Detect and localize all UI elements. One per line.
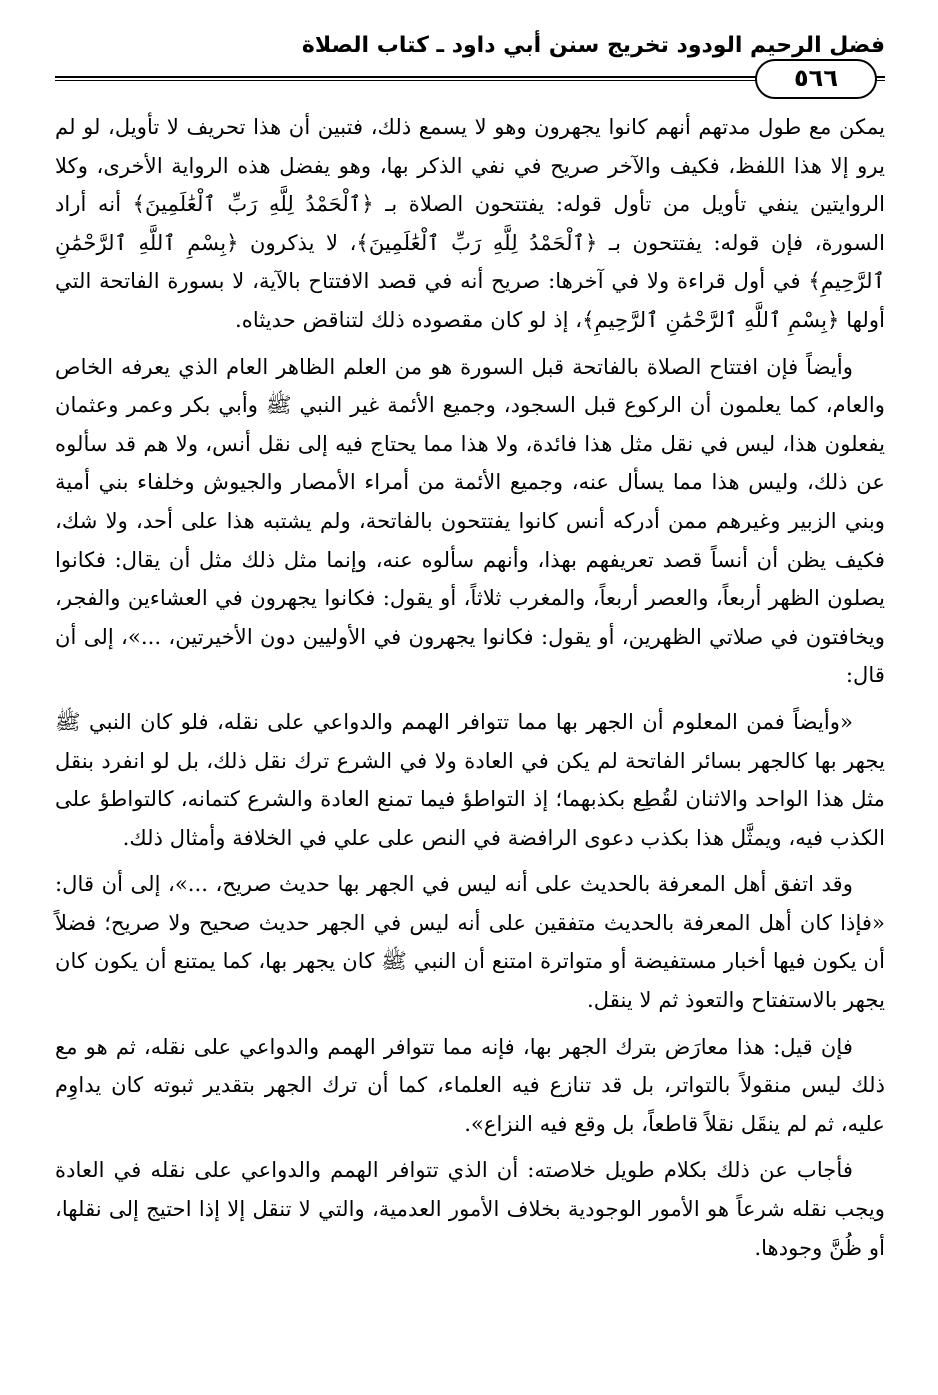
page-header bbox=[55, 28, 885, 92]
paragraph: «وأيضاً فمن المعلوم أن الجهر بها مما تتوافر الهمم والدواعي على نقله، فلو كان النبي ﷺ يجهر بها كالجهر بسائر الفاتحة لم يكن في العادة ولا في الشرع ترك نقل ذلك، بل لو انفرد بنقل مثل هذا الواحد والاثنان لقُطِع بكذبهما؛ إذ التواطؤ فيما تمنع العادة والشرع كتمانه، كالتواطؤ على الكذب فيه، ويمثَّل هذا بكذب دعوى الرافضة في النص على علي في الخلافة وأمثال ذلك. bbox=[55, 708, 885, 850]
paragraph: فأجاب عن ذلك بكلام طويل خلاصته: أن الذي تتوافر الهمم والدواعي على نقله في العادة ويجب نقله شرعاً هو الأمور الوجودية بخلاف الأمور العدمية، والتي لا تنقل إلا إذا احتيج إلى نقلها، أو ظُنَّ وجودها. bbox=[55, 1157, 885, 1260]
page-body bbox=[55, 108, 885, 1275]
paragraph: وأيضاً فإن افتتاح الصلاة بالفاتحة قبل السورة هو من العلم الظاهر العام الذي يعرفه الخاص والعام، كما يعلمون أن الركوع قبل السجود، وجميع الأئمة غير النبي ﷺ وأبي بكر وعمر وعثمان يفعلون هذا، ليس في نقل مثل هذا فائدة، ولا هذا مما يحتاج فيه إلى نقل أنس، ولا هم قد سألوه عن ذلك، وليس هذا مما يسأل عنه، وجميع الأئمة من أمراء الأمصار والجيوش وخلفاء بني أمية وبني الزبير وغيرهم ممن أدركه أنس كانوا يفتتحون بالفاتحة، ولم يشتبه هذا على أحد، ولا شك، فكيف يظن أن أنساً قصد تعريفهم بهذا، وأنهم سألوه عنه، وإنما مثل ذلك مثل أن يقال: فكانوا يصلون الظهر أربعاً، والعصر أربعاً، والمغرب ثلاثاً، أو يقول: فكانوا يجهرون في العشاءين والفجر، ويخافتون في صلاتي الظهرين، أو يقول: فكانوا يجهرون في الأوليين دون الأخيرتين، ...»، إلى أن قال: bbox=[55, 353, 885, 688]
paragraph: وقد اتفق أهل المعرفة بالحديث على أنه ليس في الجهر بها حديث صريح، ...»، إلى أن قال: «فإذا كان أهل المعرفة بالحديث متفقين على أنه ليس في الجهر حديث صحيح ولا صريح؛ فضلاً أن يكون فيها أخبار مستفيضة أو متواترة امتنع أن النبي ﷺ كان يجهر بها، كما يمتنع أن يكون كان يجهر بالاستفتاح والتعوذ ثم لا ينقل. bbox=[55, 871, 885, 1013]
page-number-badge: ٥٦٦ bbox=[755, 59, 877, 99]
paragraph: فإن قيل: هذا معارَض بترك الجهر بها، فإنه مما تتوافر الهمم والدواعي على نقله، ثم هو مع ذلك ليس منقولاً بالتواتر، بل قد تنازع فيه العلماء، كما أن ترك الجهر بتقدير ثبوته كان يداوِم عليه، ثم لم ينقَل نقلاً قاطعاً، بل وقع فيه النزاع». bbox=[55, 1033, 885, 1136]
paragraph: يمكن مع طول مدتهم أنهم كانوا يجهرون وهو لا يسمع ذلك، فتبين أن هذا تحريف لا تأويل، لو لم يرو إلا هذا اللفظ، فكيف والآخر صريح في نفي الذكر بها، وهو يفضل هذه الرواية الأخرى، وكلا الروايتين ينفي تأويل من تأول قوله: يفتتحون الصلاة بـ ﴿ٱلْحَمْدُ لِلَّهِ رَبِّ ٱلْعَٰلَمِينَ﴾ أنه أراد السورة، فإن قوله: يفتتحون بـ ﴿ٱلْحَمْدُ لِلَّهِ رَبِّ ٱلْعَٰلَمِينَ﴾، لا يذكرون ﴿بِسْمِ ٱللَّهِ ٱلرَّحْمَٰنِ ٱلرَّحِيمِ﴾ في أول قراءة ولا في آخرها: صريح أنه في قصد الافتتاح بالآية، لا بسورة الفاتحة التي أولها ﴿بِسْمِ ٱللَّهِ ٱلرَّحْمَٰنِ ٱلرَّحِيمِ﴾، إذ لو كان مقصوده ذلك لتناقض حديثاه. bbox=[55, 114, 885, 332]
running-title: فضل الرحيم الودود تخريج سنن أبي داود ـ كتاب الصلاة bbox=[301, 33, 885, 58]
